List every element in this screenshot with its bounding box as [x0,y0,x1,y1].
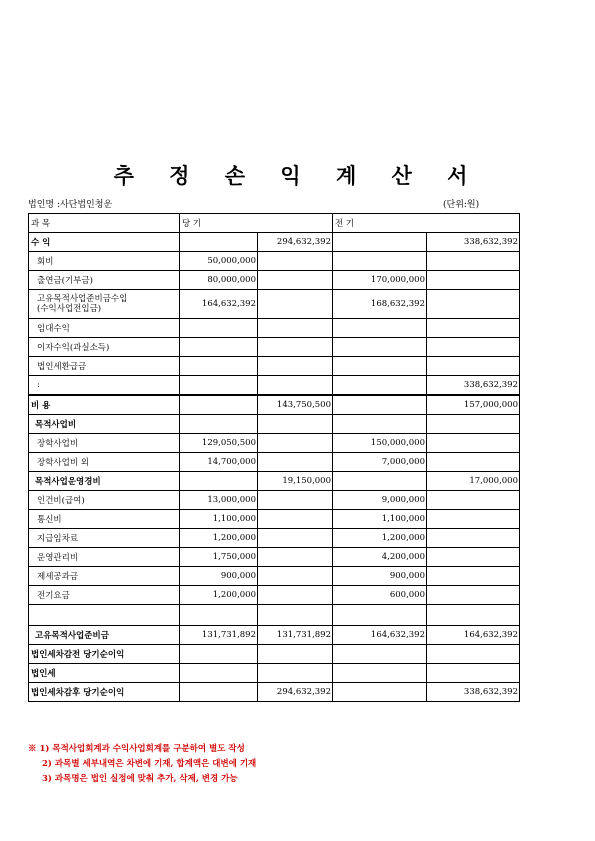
note-1: ※ 1) 목적사업회계과 수익사업회계를 구분하여 별도 작성 [28,744,245,754]
previous-detail [333,472,427,491]
previous-detail: 1,100,000 [333,510,427,529]
previous-detail [333,252,427,271]
previous-total [427,586,520,605]
corp-name: 법인명 :사단법인청운 [28,200,113,210]
current-total [258,491,333,510]
row-label: 전기요금 [29,586,180,605]
current-total [258,252,333,271]
current-total: 294,632,392 [258,683,333,702]
previous-total [427,567,520,586]
current-total [258,510,333,529]
current-detail: 131,731,892 [180,626,258,645]
current-total [258,645,333,664]
table-row [29,605,520,626]
previous-total [427,338,520,357]
current-total [258,664,333,683]
table-header-row [29,214,520,233]
current-detail [180,664,258,683]
current-detail [180,395,258,415]
current-total [258,567,333,586]
header-previous: 전 기 [333,214,427,233]
current-detail: 129,050,500 [180,434,258,453]
current-detail: 1,750,000 [180,548,258,567]
row-label: 법인세차감전 당기순이익 [29,645,180,664]
table-row [29,415,520,434]
current-total [258,271,333,290]
previous-total [427,271,520,290]
header-current-spacer [258,214,333,233]
current-total: 19,150,000 [258,472,333,491]
current-detail [180,233,258,252]
header-item: 과 목 [29,214,180,233]
previous-total [427,453,520,472]
table-row [29,434,520,453]
table-row [29,271,520,290]
row-label: 장학사업비 외 [29,453,180,472]
note-3: 3) 과목명은 법인 실정에 맞춰 추가, 삭제, 변경 가능 [42,774,238,784]
previous-total [427,645,520,664]
table-row [29,338,520,357]
previous-detail: 600,000 [333,586,427,605]
previous-total [427,664,520,683]
table-row [29,510,520,529]
current-detail: 13,000,000 [180,491,258,510]
current-detail [180,338,258,357]
previous-detail [333,415,427,434]
current-total [258,290,333,319]
row-label: 고유목적사업준비금 [29,626,180,645]
table-row [29,395,520,415]
current-total: 294,632,392 [258,233,333,252]
previous-total [427,357,520,376]
row-label: 회비 [29,252,180,271]
current-detail [180,683,258,702]
previous-total: 338,632,392 [427,376,520,396]
table-row [29,357,520,376]
table-row [29,529,520,548]
row-label: 목적사업운영경비 [29,472,180,491]
previous-detail: 150,000,000 [333,434,427,453]
previous-total: 338,632,392 [427,683,520,702]
current-detail [180,472,258,491]
row-label: : [29,376,180,396]
table-row [29,683,520,702]
current-detail: 164,632,392 [180,290,258,319]
current-total: 143,750,500 [258,395,333,415]
current-detail: 1,200,000 [180,586,258,605]
table-row [29,319,520,338]
previous-total [427,319,520,338]
table-row [29,233,520,252]
previous-total: 164,632,392 [427,626,520,645]
current-detail: 1,200,000 [180,529,258,548]
previous-detail [333,319,427,338]
previous-detail: 7,000,000 [333,453,427,472]
current-detail [180,645,258,664]
header-previous-spacer [427,214,520,233]
table-row [29,586,520,605]
previous-total: 157,000,000 [427,395,520,415]
row-label: 비 용 [29,395,180,415]
previous-detail: 4,200,000 [333,548,427,567]
header-current: 당 기 [180,214,258,233]
notes [28,742,256,787]
previous-detail: 170,000,000 [333,271,427,290]
previous-detail: 9,000,000 [333,491,427,510]
previous-total [427,529,520,548]
row-label: 장학사업비 [29,434,180,453]
note-2: 2) 과목별 세부내역은 차변에 기재, 합계액은 대변에 기재 [42,759,257,769]
previous-detail [333,645,427,664]
previous-detail [333,605,427,626]
row-label [29,605,180,626]
row-label: 임대수익 [29,319,180,338]
row-label: 법인세환급금 [29,357,180,376]
previous-total [427,605,520,626]
current-detail: 80,000,000 [180,271,258,290]
current-total [258,357,333,376]
row-label: 수 익 [29,233,180,252]
previous-detail [333,233,427,252]
table-row [29,664,520,683]
current-detail: 1,100,000 [180,510,258,529]
current-detail [180,605,258,626]
row-label: 이자수익(과실소득) [29,338,180,357]
previous-total [427,510,520,529]
row-label: 목적사업비 [29,415,180,434]
current-detail [180,376,258,396]
previous-total [427,415,520,434]
row-label: 제세공과금 [29,567,180,586]
previous-detail [333,357,427,376]
table-row [29,645,520,664]
current-detail [180,415,258,434]
previous-total [427,290,520,319]
row-label: 법인세차감후 당기순이익 [29,683,180,702]
table-row [29,376,520,396]
current-total [258,586,333,605]
row-label: 지급임차료 [29,529,180,548]
previous-detail [333,338,427,357]
table-row [29,626,520,645]
previous-total [427,434,520,453]
table-row [29,290,520,319]
table-row [29,567,520,586]
previous-detail: 1,200,000 [333,529,427,548]
current-total [258,434,333,453]
table-row [29,472,520,491]
current-total [258,319,333,338]
row-label: 인건비(급여) [29,491,180,510]
current-total [258,453,333,472]
current-detail [180,357,258,376]
row-label: 운영관리비 [29,548,180,567]
current-total [258,548,333,567]
current-detail: 900,000 [180,567,258,586]
previous-total [427,491,520,510]
previous-total [427,252,520,271]
document-title: 추 정 손 익 계 산 서 [113,163,482,188]
previous-detail [333,376,427,396]
current-total [258,605,333,626]
row-label: 출연금(기부금) [29,271,180,290]
current-total [258,338,333,357]
row-label: 고유목적사업준비금수입 (수익사업전입금) [29,290,180,319]
table-row [29,453,520,472]
current-total [258,529,333,548]
previous-detail [333,664,427,683]
previous-detail: 164,632,392 [333,626,427,645]
table-row [29,252,520,271]
current-total [258,415,333,434]
current-total [258,376,333,396]
row-label: 통신비 [29,510,180,529]
current-total: 131,731,892 [258,626,333,645]
current-detail [180,319,258,338]
previous-detail: 168,632,392 [333,290,427,319]
unit-label: (단위:원) [443,200,480,210]
table-row [29,548,520,567]
current-detail: 50,000,000 [180,252,258,271]
table-row [29,491,520,510]
previous-total: 338,632,392 [427,233,520,252]
previous-total [427,548,520,567]
previous-total: 17,000,000 [427,472,520,491]
previous-detail [333,683,427,702]
row-label: 법인세 [29,664,180,683]
current-detail: 14,700,000 [180,453,258,472]
income-statement-table [28,213,520,702]
previous-detail: 900,000 [333,567,427,586]
previous-detail [333,395,427,415]
